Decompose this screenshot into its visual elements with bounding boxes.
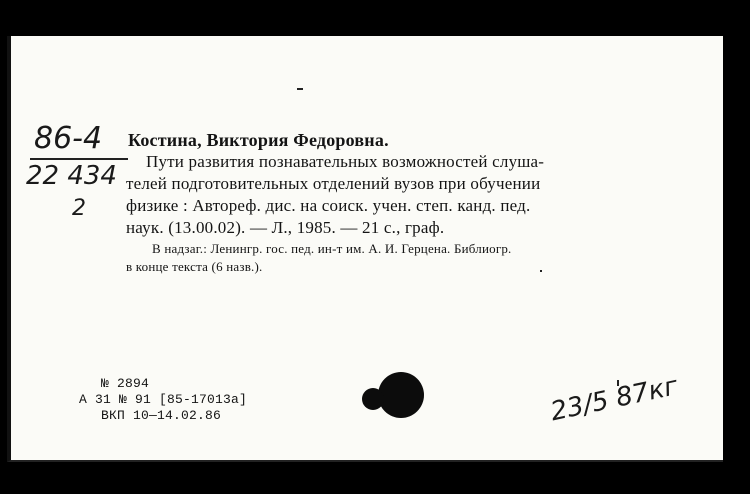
shelf-mark-underline	[30, 158, 128, 160]
registry-index: А 31 № 91 [85-17013а]	[79, 392, 248, 407]
handwritten-signature: 23/5 87кг	[548, 371, 681, 428]
copy-note: 2	[72, 196, 86, 221]
dust-mark	[540, 270, 542, 272]
title-line-2: телей подготовительных отделений вузов при обучении	[126, 174, 541, 193]
title-line-4: наук. (13.00.02). — Л., 1985. — 21 с., граф.	[126, 218, 445, 237]
title-line-3: физике : Автореф. дис. на соиск. учен. степ. канд. пед.	[126, 196, 531, 215]
ink-blot	[378, 372, 424, 418]
dust-mark	[297, 88, 303, 90]
notes-line-2: в конце текста (6 назв.).	[126, 259, 263, 274]
registry-vkp: ВКП 10—14.02.86	[101, 408, 222, 423]
title-line-1: Пути развития познавательных возможностей слуша-	[146, 152, 545, 171]
notes-line-1: В надзаг.: Ленингр. гос. пед. ин-т им. А. И. Герцена. Библиогр.	[152, 241, 512, 256]
call-number: 22 434	[26, 161, 117, 191]
ink-blot-edge	[362, 388, 384, 410]
shelf-mark: 86-4	[34, 121, 103, 156]
author-heading: Костина, Виктория Федоровна.	[128, 130, 389, 150]
registry-number: № 2894	[101, 376, 150, 391]
